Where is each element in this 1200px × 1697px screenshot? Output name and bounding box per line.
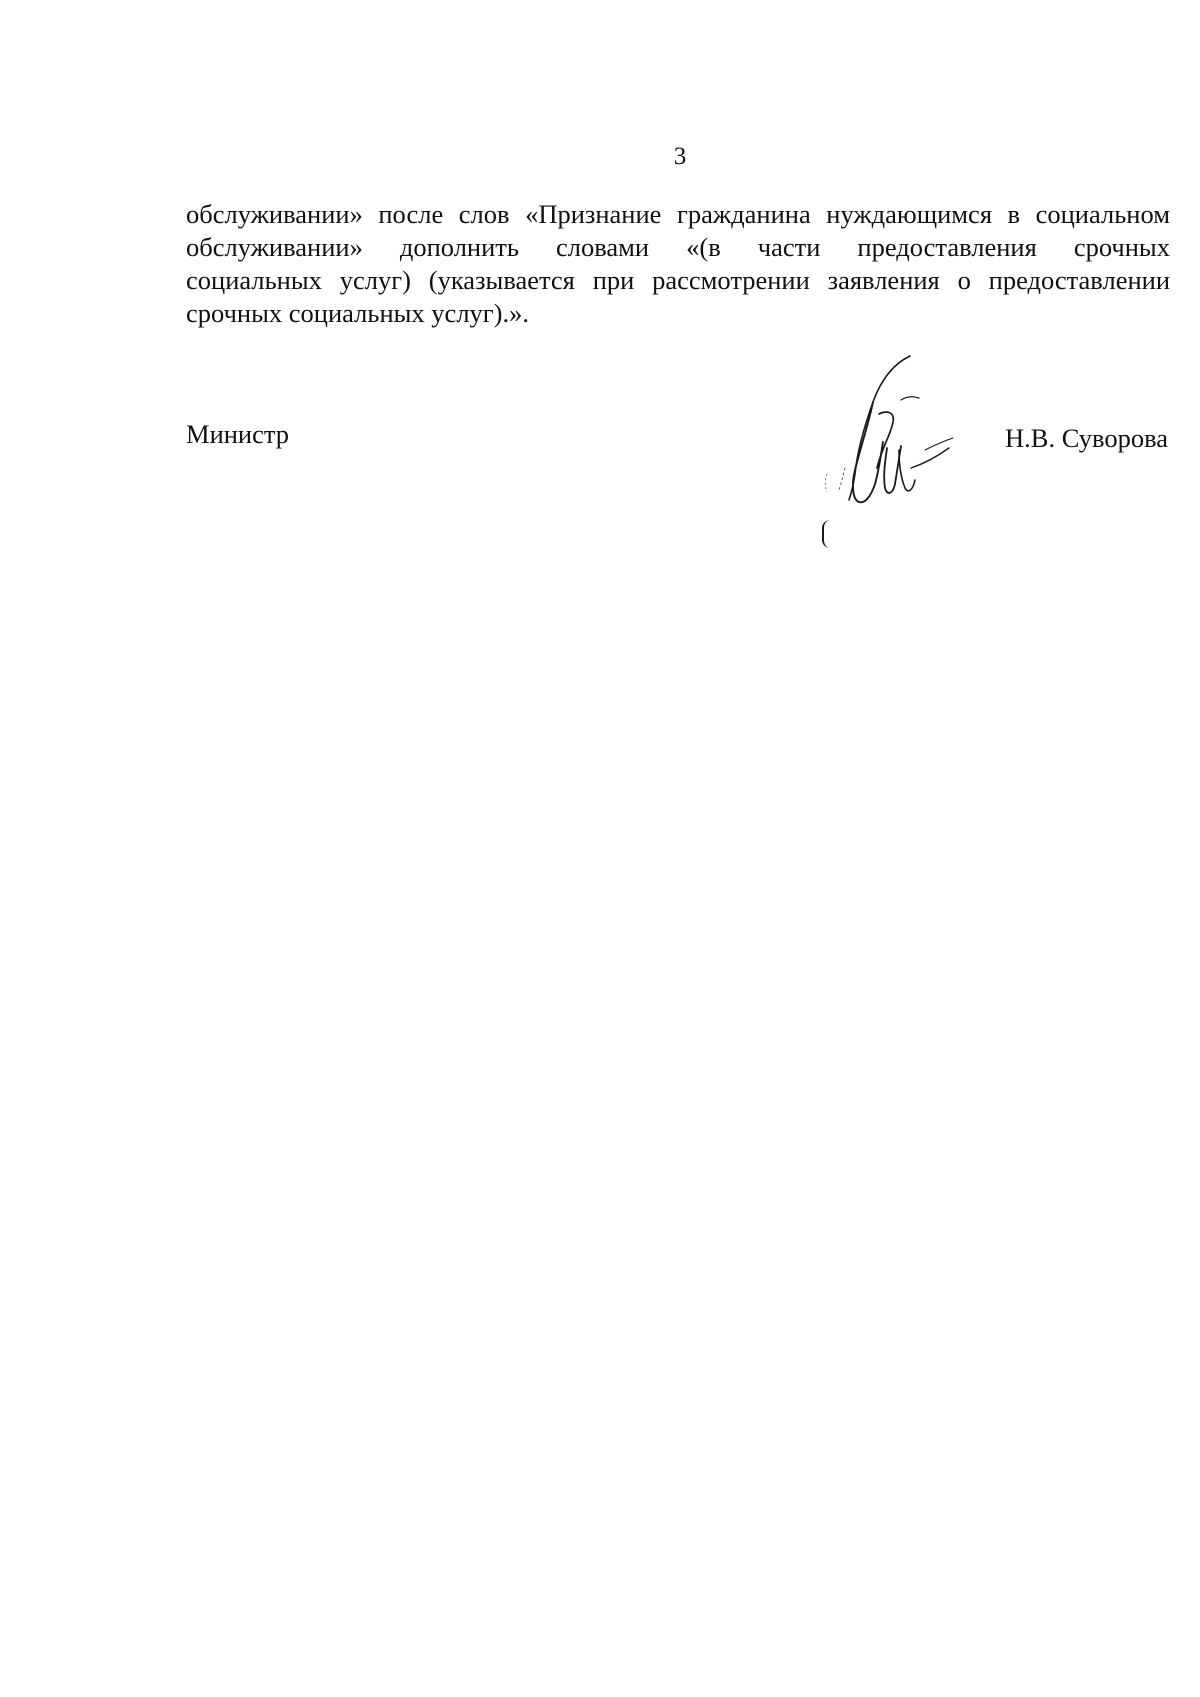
body-line-4: срочных социальных услуг).». <box>186 298 529 328</box>
signatory-position: Министр <box>186 419 290 449</box>
signatory-name: Н.В. Суворова <box>1005 423 1168 453</box>
page-number: 3 <box>673 143 687 170</box>
body-line-3: социальных услуг) (указывается при рассмотрении заявления о предоставлении <box>186 265 1170 295</box>
bracket-mark <box>822 520 830 548</box>
body-line-1: обслуживании» после слов «Признание гражданина нуждающимся в социальном <box>186 199 1170 229</box>
body-paragraph <box>186 198 1170 330</box>
body-line-2: обслуживании» дополнить словами «(в части предоставления срочных <box>186 232 1170 262</box>
